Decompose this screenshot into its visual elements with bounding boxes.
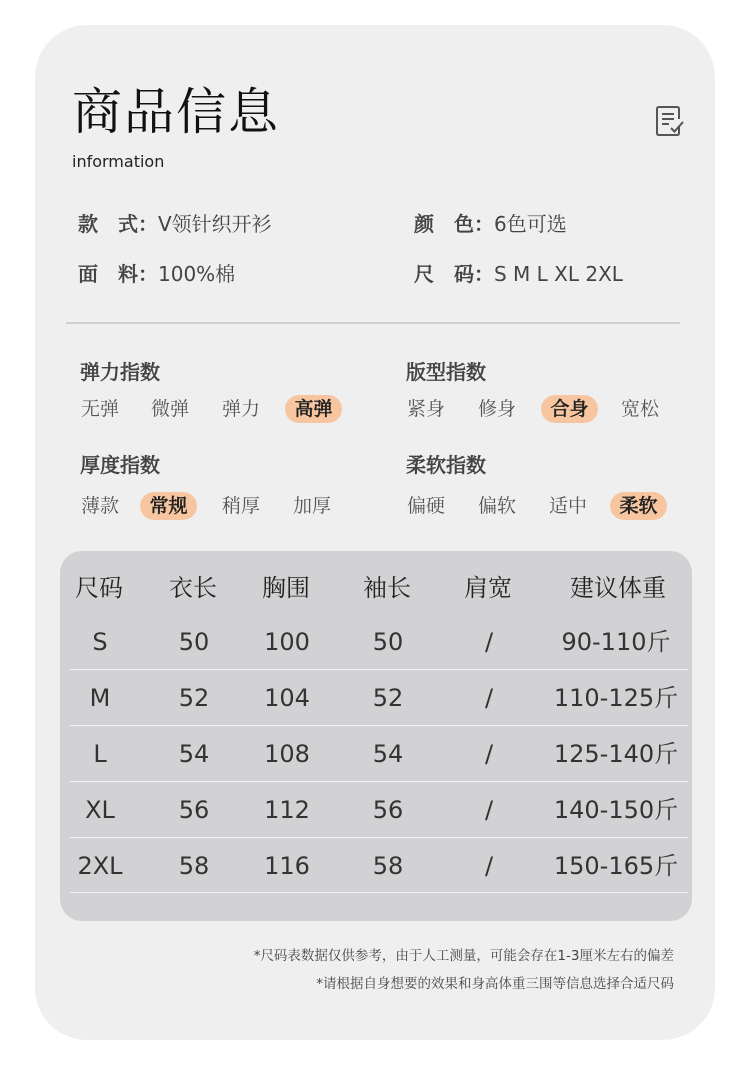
elasticity-option-selected: 高弹 (285, 395, 342, 423)
row-separator (70, 781, 688, 782)
cell-chest: 116 (264, 852, 310, 880)
cell-chest: 100 (264, 628, 310, 656)
spec-color-label: 颜 色： (414, 212, 494, 236)
cell-sleeve: 54 (372, 740, 404, 768)
page-subtitle: information (72, 152, 165, 171)
softness-option: 适中 (548, 495, 587, 517)
softness-option: 偏软 (477, 495, 516, 517)
cell-length: 52 (178, 684, 210, 712)
page-title: 商品信息 (72, 83, 280, 141)
cell-weight: 90-110斤 (561, 628, 671, 656)
table-header-chest: 胸围 (262, 574, 310, 602)
cell-size: XL (85, 796, 115, 824)
fit-option: 修身 (477, 398, 516, 420)
thickness-option: 稍厚 (221, 495, 260, 517)
row-separator (70, 725, 688, 726)
cell-shoulder: / (484, 852, 494, 880)
cell-sleeve: 58 (372, 852, 404, 880)
thickness-option: 薄款 (80, 495, 119, 517)
fit-option: 宽松 (620, 398, 659, 420)
fit-option-selected: 合身 (541, 395, 598, 423)
softness-option-selected: 柔软 (610, 492, 667, 520)
cell-chest: 104 (264, 684, 310, 712)
cell-weight: 125-140斤 (553, 740, 679, 768)
cell-size: L (93, 740, 107, 768)
cell-length: 50 (178, 628, 210, 656)
elasticity-index-title: 弹力指数 (80, 360, 160, 384)
cell-length: 54 (178, 740, 210, 768)
elasticity-option: 弹力 (221, 398, 260, 420)
spec-fabric-label: 面 料： (78, 262, 158, 286)
elasticity-option: 微弹 (150, 398, 189, 420)
footnote-size-advice: *请根据自身想要的效果和身高体重三围等信息选择合适尺码 (316, 976, 674, 992)
spec-style-label: 款 式： (78, 212, 158, 236)
table-row (70, 783, 688, 837)
cell-length: 58 (178, 852, 210, 880)
table-row (70, 671, 688, 725)
cell-weight: 150-165斤 (553, 852, 679, 880)
elasticity-option: 无弹 (80, 398, 119, 420)
table-row (70, 615, 688, 669)
thickness-index-title: 厚度指数 (80, 453, 160, 477)
spec-fabric (78, 258, 235, 287)
softness-index-title: 柔软指数 (406, 453, 486, 477)
spec-size (414, 258, 623, 287)
row-separator (70, 669, 688, 670)
cell-chest: 112 (264, 796, 310, 824)
cell-weight: 140-150斤 (553, 796, 679, 824)
spec-size-value: S M L XL 2XL (494, 262, 623, 286)
cell-shoulder: / (484, 628, 494, 656)
fit-index-title: 版型指数 (406, 360, 486, 384)
row-separator (70, 837, 688, 838)
cell-shoulder: / (484, 796, 494, 824)
spec-fabric-value: 100%棉 (158, 262, 236, 286)
divider (66, 322, 680, 324)
cell-weight: 110-125斤 (553, 684, 679, 712)
thickness-option-selected: 常规 (140, 492, 197, 520)
cell-sleeve: 56 (372, 796, 404, 824)
cell-shoulder: / (484, 740, 494, 768)
footnote-measurement: *尺码表数据仅供参考，由于人工测量，可能会存在1-3厘米左右的偏差 (253, 948, 674, 964)
cell-size: S (92, 628, 108, 656)
spec-size-label: 尺 码： (414, 262, 494, 286)
cell-chest: 108 (264, 740, 310, 768)
table-header-size: 尺码 (75, 574, 123, 602)
thickness-option: 加厚 (292, 495, 331, 517)
cell-shoulder: / (484, 684, 494, 712)
table-header-weight: 建议体重 (570, 574, 666, 602)
table-header-length: 衣长 (169, 574, 217, 602)
table-row (70, 839, 688, 893)
cell-sleeve: 52 (372, 684, 404, 712)
spec-style-value: V领针织开衫 (158, 212, 272, 236)
table-header-shoulder: 肩宽 (464, 574, 512, 602)
document-check-icon (655, 105, 685, 137)
spec-style (78, 208, 272, 237)
table-header-sleeve: 袖长 (363, 574, 411, 602)
cell-length: 56 (178, 796, 210, 824)
table-row (70, 727, 688, 781)
cell-size: 2XL (77, 852, 123, 880)
fit-option: 紧身 (406, 398, 445, 420)
cell-sleeve: 50 (372, 628, 404, 656)
softness-option: 偏硬 (406, 495, 445, 517)
spec-color-value: 6色可选 (494, 212, 567, 236)
cell-size: M (89, 684, 111, 712)
spec-color (414, 208, 567, 237)
